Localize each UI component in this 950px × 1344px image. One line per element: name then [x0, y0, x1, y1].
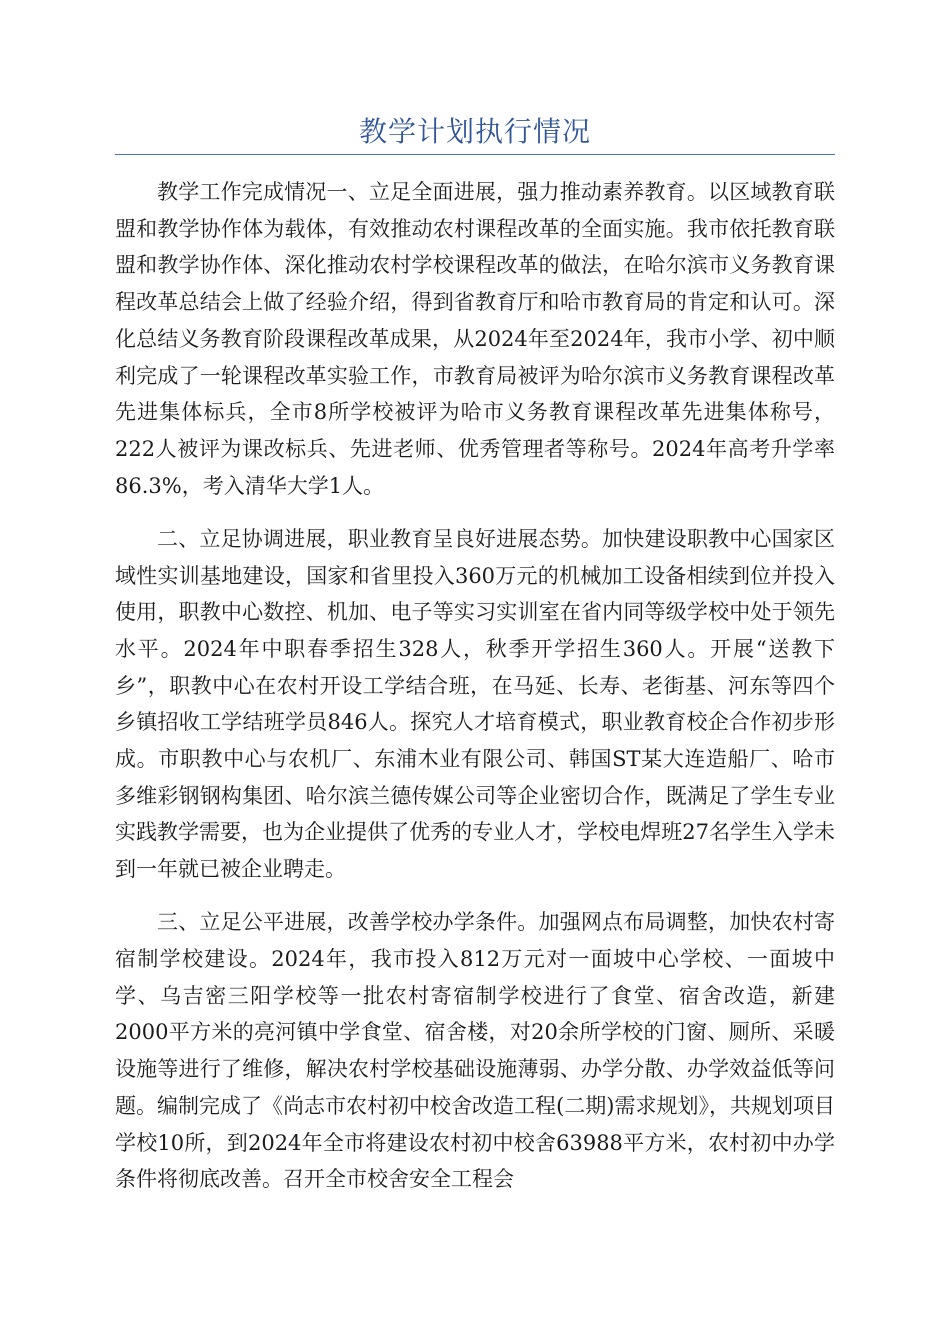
paragraph-2: 二、立足协调进展，职业教育呈良好进展态势。加快建设职教中心国家区域性实训基地建设，国家和省里投入360万元的机械加工设备相续到位并投入使用，职教中心数控、机加、电子等实习实训室在省内同等级学校中处于领先水平。2024年中职春季招生328人，秋季开学招生360人。开展“送教下乡”，职教中心在农村开设工学结合班，在马延、长寿、老街基、河东等四个乡镇招收工学结班学员846人。探究人才培育模式，职业教育校企合作初步形成。市职教中心与农机厂、东浦木业有限公司、韩国ST某大连造船厂、哈市多维彩钢钢构集团、哈尔滨兰德传媒公司等企业密切合作，既满足了学生专业实践教学需要，也为企业提供了优秀的专业人才，学校电焊班27名学生入学未到一年就已被企业聘走。 — [115, 526, 835, 882]
paragraph-1: 教学工作完成情况一、立足全面进展，强力推动素养教育。以区域教育联盟和教学协作体为载体，有效推动农村课程改革的全面实施。我市依托教育联盟和教学协作体、深化推动农村学校课程改革的做法，在哈尔滨市义务教育课程改革总结会上做了经验介绍，得到省教育厅和哈市教育局的肯定和认可。深化总结义务教育阶段课程改革成果，从2024年至2024年，我市小学、初中顺利完成了一轮课程改革实验工作，市教育局被评为哈尔滨市义务教育课程改革先进集体标兵，全市8所学校被评为哈市义务教育课程改革先进集体称号，222人被评为课改标兵、先进老师、优秀管理者等称号。2024年高考升学率86.3%，考入清华大学1人。 — [115, 180, 835, 498]
paragraph-3: 三、立足公平进展，改善学校办学条件。加强网点布局调整，加快农村寄宿制学校建设。2024年，我市投入812万元对一面坡中心学校、一面坡中学、乌吉密三阳学校等一批农村寄宿制学校进行了食堂、宿舍改造，新建2000平方米的亮河镇中学食堂、宿舍楼，对20余所学校的门窗、厕所、采暖设施等进行了维修，解决农村学校基础设施薄弱、办学分散、办学效益低等问题。编制完成了《尚志市农村初中校舍改造工程(二期)需求规划》，共规划项目学校10所，到2024年全市将建设农村初中校舍63988平方米，农村初中办学条件将彻底改善。召开全市校舍安全工程会 — [115, 910, 835, 1192]
document-body — [115, 174, 835, 1214]
title-underline — [115, 154, 835, 155]
document-title: 教学计划执行情况 — [358, 115, 591, 148]
